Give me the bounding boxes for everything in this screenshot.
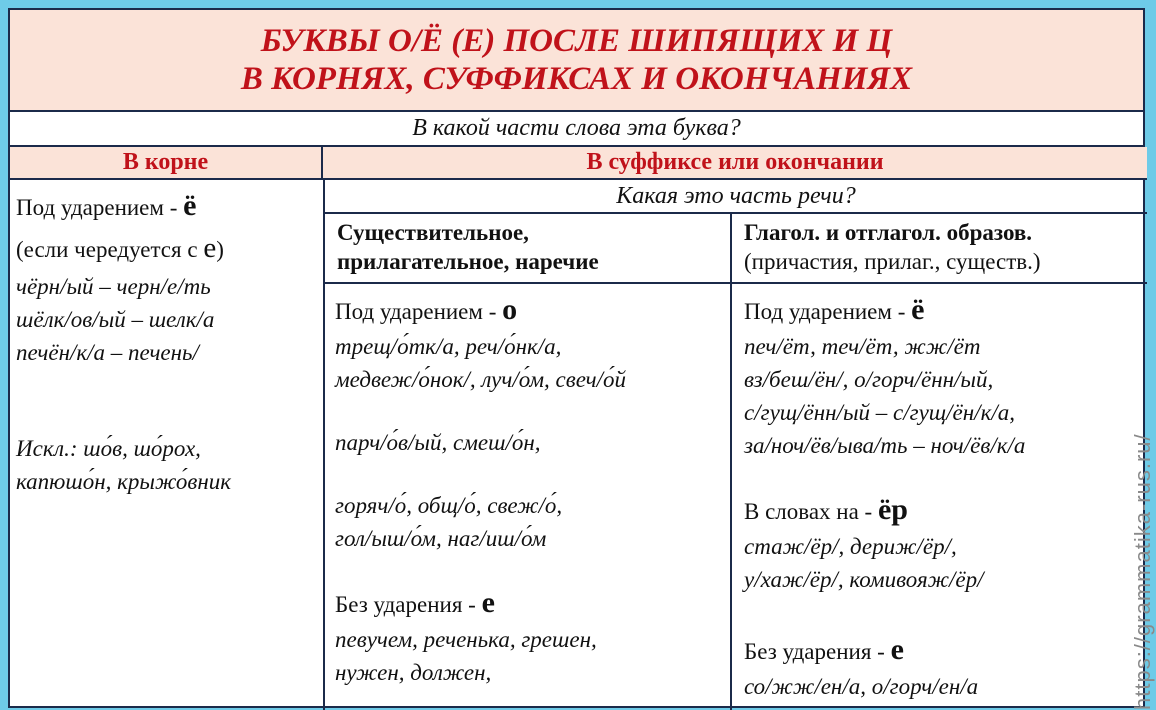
verb-unstressed-letter: е: [890, 633, 904, 666]
root-stressed-label: Под ударением -: [16, 195, 184, 220]
verb-example: со/жж/ен/а, о/горч/ен/а: [744, 674, 979, 699]
subheader-verbs-line-2: (причастия, прилаг., существ.): [744, 249, 1041, 274]
subheader-nouns: [325, 214, 732, 284]
subheader-nouns-line-2: прилагательное, наречие: [337, 249, 599, 274]
verb-er-letters: ёр: [877, 493, 908, 526]
verb-example: за/ноч/ёв/ыва/ть – ноч/ёв/к/а: [744, 433, 1026, 458]
root-example: чёрн/ый – черн/е/ть: [16, 274, 211, 299]
noun-unstressed-label: Без ударения -: [335, 592, 482, 617]
noun-example: горяч/о́, общ/о́, свеж/о́,: [335, 493, 563, 518]
root-example: печён/к/а – печень/: [16, 340, 199, 365]
subheader-verbs: [732, 214, 1147, 284]
title-line-2: В КОРНЯХ, СУФФИКСАХ И ОКОНЧАНИЯХ: [240, 61, 913, 97]
noun-example: певучем, реченька, грешен,: [335, 627, 597, 652]
noun-example: медвеж/о́нок/, луч/о́м, свеч/о́й: [335, 367, 626, 392]
root-alternation-close: ): [216, 237, 224, 262]
rule-table: [8, 8, 1155, 710]
noun-stressed-letter: о: [502, 293, 518, 326]
root-alternation-label: (если чередуется с: [16, 237, 204, 262]
verb-stressed-letter: ё: [911, 293, 925, 326]
noun-example: трещ/о́тк/а, реч/о́нк/а,: [335, 334, 562, 359]
root-exception: Искл.: шо́в, шо́рох,: [16, 436, 201, 461]
verb-example: стаж/ёр/, дериж/ёр/,: [744, 534, 957, 559]
header-root: В корне: [10, 147, 323, 180]
noun-stressed-label: Под ударением -: [335, 299, 503, 324]
subheader-nouns-line-1: Существительное,: [337, 220, 529, 245]
question-part-of-speech: Какая это часть речи?: [325, 180, 1147, 214]
verb-unstressed-label: Без ударения -: [744, 639, 891, 664]
verb-column: [744, 292, 1114, 703]
table-title: [10, 10, 1143, 112]
header-suffix: В суффиксе или окончании: [323, 147, 1147, 180]
verb-example: печ/ёт, теч/ёт, жж/ёт: [744, 334, 981, 359]
verb-stressed-label: Под ударением -: [744, 299, 912, 324]
divider-pos: [730, 214, 732, 710]
question-part-of-word: В какой части слова эта буква?: [10, 112, 1143, 147]
root-stressed-letter: ё: [183, 189, 197, 222]
root-column: [16, 186, 316, 498]
site-watermark: https://grammatika-rus.ru/: [1130, 433, 1155, 710]
root-alternation-letter: е: [203, 232, 217, 264]
noun-example: нужен, должен,: [335, 660, 492, 685]
noun-unstressed-letter: е: [481, 586, 495, 619]
noun-example: парч/о́в/ый, смеш/о́н,: [335, 430, 541, 455]
verb-example: у/хаж/ёр/, комивояж/ёр/: [744, 567, 984, 592]
verb-er-label: В словах на -: [744, 499, 878, 524]
root-exception: капюшо́н, крыжо́вник: [16, 469, 231, 494]
noun-column: [335, 292, 727, 689]
verb-example: с/гущ/ённ/ый – с/гущ/ён/к/а,: [744, 400, 1015, 425]
verb-example: вз/беш/ён/, о/горч/ённ/ый,: [744, 367, 994, 392]
noun-example: гол/ыш/о́м, наг/иш/о́м: [335, 526, 547, 551]
subheader-verbs-line-1: Глагол. и отглагол. образов.: [744, 220, 1033, 245]
root-example: шёлк/ов/ый – шелк/а: [16, 307, 215, 332]
title-line-1: БУКВЫ О/Ё (Е) ПОСЛЕ ШИПЯЩИХ И Ц: [260, 23, 893, 59]
